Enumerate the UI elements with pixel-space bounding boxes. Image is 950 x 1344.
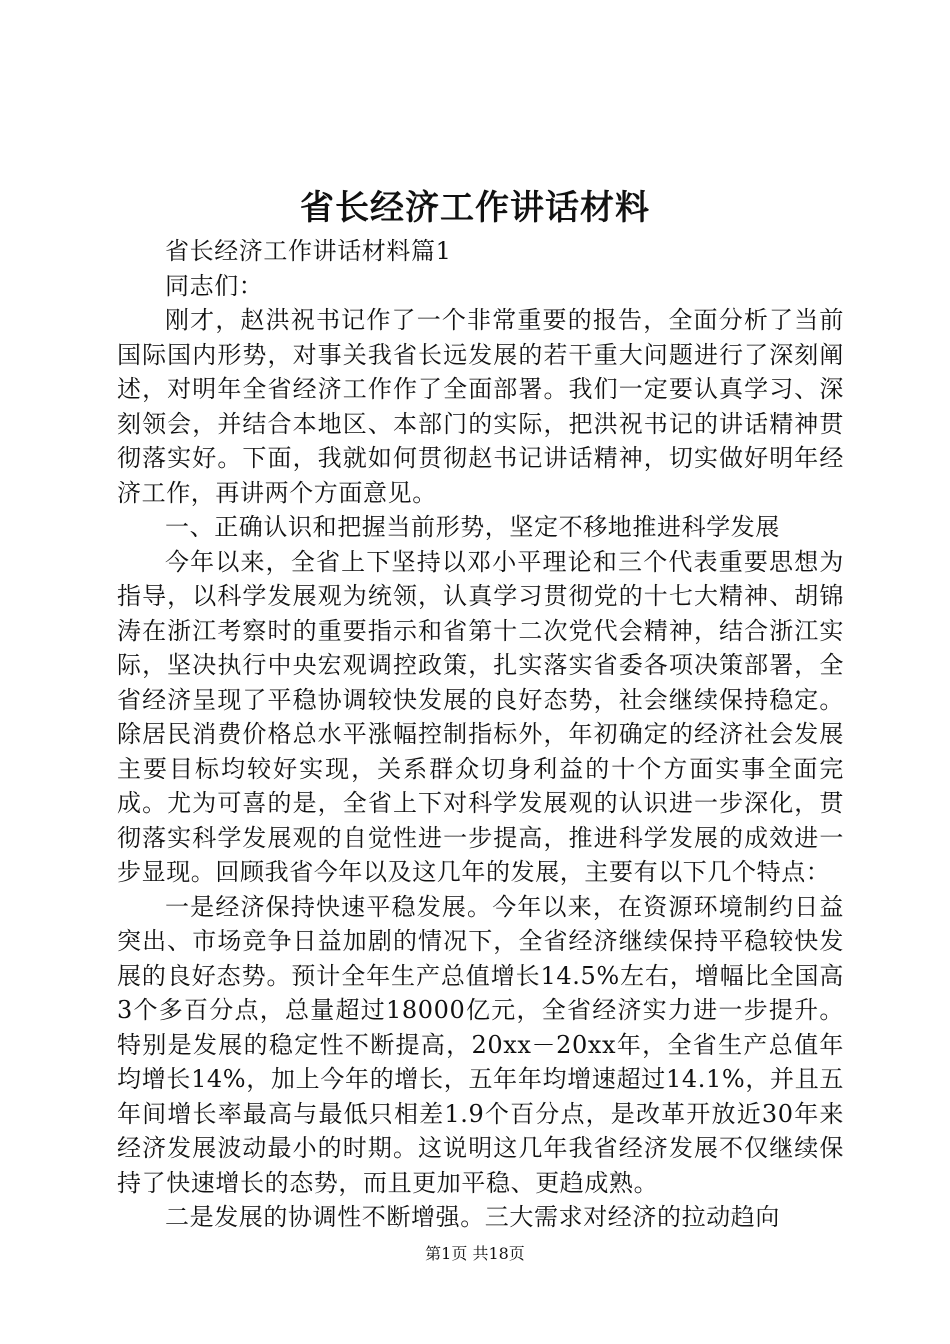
paragraph-section-heading: 省长经济工作讲话材料篇1 (165, 237, 452, 265)
document-title: 省长经济工作讲话材料 (300, 188, 650, 228)
document-body (117, 234, 844, 1235)
paragraph-review: 今年以来，全省上下坚持以邓小平理论和三个代表重要思想为指导，以科学发展观为统领，认真学习贯彻党的十七大精神、胡锦涛在浙江考察时的重要指示和省第十二次党代会精神，结合浙江实际，坚决执行中央宏观调控政策，扎实落实省委各项决策部署，全省经济呈现了平稳协调较快发展的良好态势，社会继续保持稳定。除居民消费价格总水平涨幅控制指标外，年初确定的经济社会发展主要目标均较好实现，关系群众切身利益的十个方面实事全面完成。尤为可喜的是，全省上下对科学发展观的认识进一步深化，贯彻落实科学发展观的自觉性进一步提高，推进科学发展的成效进一步显现。回顾我省今年以及这几年的发展，主要有以下几个特点： (117, 547, 844, 886)
paragraph-salutation: 同志们： (165, 271, 264, 300)
paragraph-heading-one: 一、正确认识和把握当前形势，坚定不移地推进科学发展 (165, 513, 780, 541)
paragraph-intro: 刚才，赵洪祝书记作了一个非常重要的报告，全面分析了当前国际国内形势，对事关我省长远发展的若干重大问题进行了深刻阐述，对明年全省经济工作作了全面部署。我们一定要认真学习、深刻领会，并结合本地区、本部门的实际，把洪祝书记的讲话精神贯彻落实好。下面，我就如何贯彻赵书记讲话精神，切实做好明年经济工作，再讲两个方面意见。 (117, 306, 844, 507)
page-number-footer: 第1页 共18页 (425, 1244, 525, 1263)
paragraph-point-two: 二是发展的协调性不断增强。三大需求对经济的拉动趋向 (165, 1203, 780, 1231)
paragraph-point-one: 一是经济保持快速平稳发展。今年以来，在资源环境制约日益突出、市场竞争日益加剧的情况下，全省经济继续保持平稳较快发展的良好态势。预计全年生产总值增长14.5%左右，增幅比全国高3个多百分点，总量超过18000亿元，全省经济实力进一步提升。特别是发展的稳定性不断提高，20xx－20xx年，全省生产总值年均增长14%，加上今年的增长，五年年均增速超过14.1%，并且五年间增长率最高与最低只相差1.9个百分点，是改革开放近30年来经济发展波动最小的时期。这说明这几年我省经济发展不仅继续保持了快速增长的态势，而且更加平稳、更趋成熟。 (117, 892, 844, 1197)
